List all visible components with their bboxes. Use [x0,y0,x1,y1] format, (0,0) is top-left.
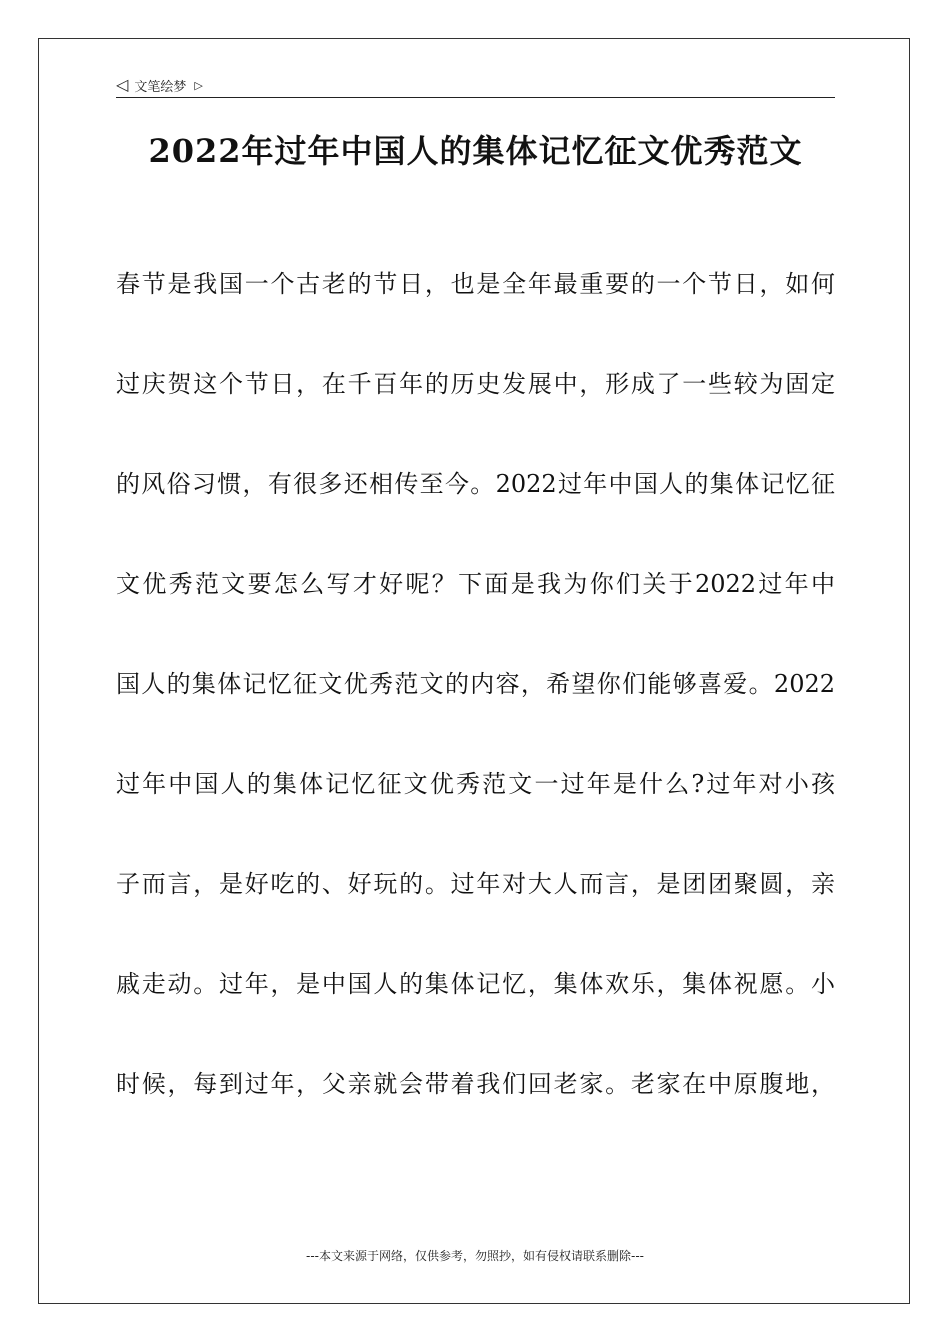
body-line: 国人的集体记忆征文优秀范文的内容，希望你们能够喜爱。2022 [116,670,835,698]
body-line: 文优秀范文要怎么写才好呢？下面是我为你们关于2022过年中 [116,570,835,598]
document-title: 2022年过年中国人的集体记忆征文优秀范文 [148,132,803,170]
body-line: 子而言，是好吃的、好玩的。过年对大人而言，是团团聚圆，亲 [116,870,835,898]
page-footer: ---本文来源于网络，仅供参考，勿照抄，如有侵权请联系删除--- [306,1249,644,1263]
body-line: 过庆贺这个节日，在千百年的历史发展中，形成了一些较为固定 [116,370,835,398]
body-line: 的风俗习惯，有很多还相传至今。2022过年中国人的集体记忆征 [116,470,835,498]
triangle-left-icon: ◁ [116,75,129,94]
body-line: 时候，每到过年，父亲就会带着我们回老家。老家在中原腹地， [116,1070,835,1098]
header-divider [116,97,835,98]
triangle-right-icon: ▷ [194,78,203,92]
body-text [116,262,835,1162]
body-line: 戚走动。过年，是中国人的集体记忆，集体欢乐，集体祝愿。小 [116,970,835,998]
body-line: 过年中国人的集体记忆征文优秀范文一过年是什么?过年对小孩 [116,770,835,798]
body-line: 春节是我国一个古老的节日，也是全年最重要的一个节日，如何 [116,270,835,298]
page-header [116,74,203,96]
header-label: 文笔绘梦 [134,79,187,95]
